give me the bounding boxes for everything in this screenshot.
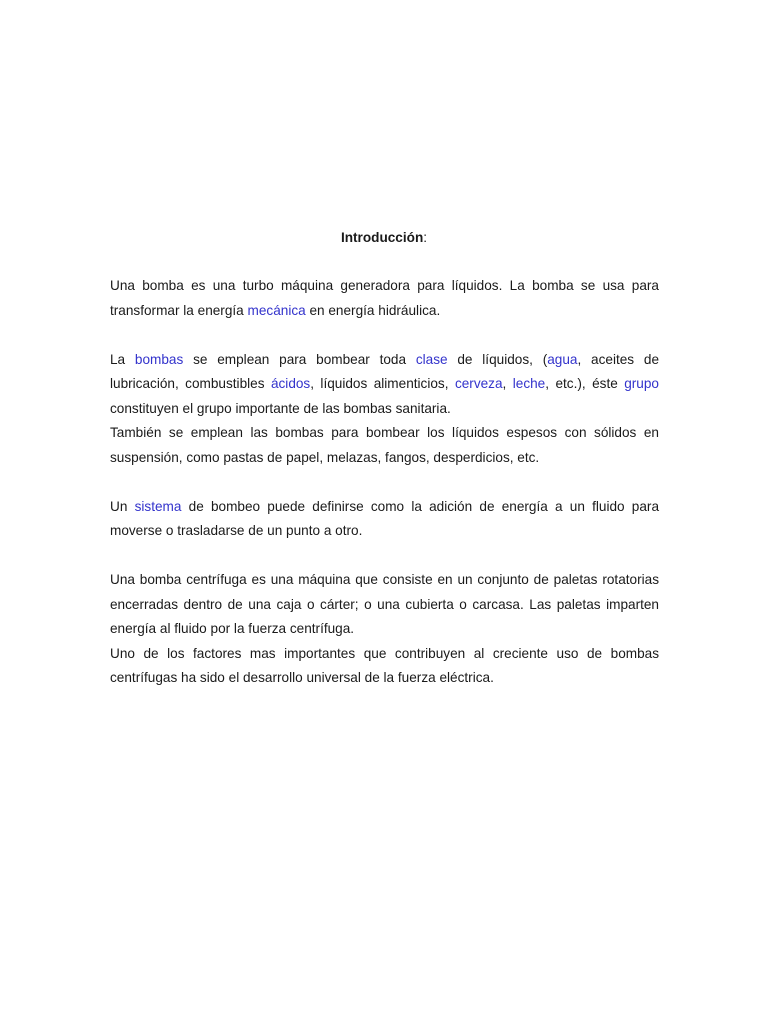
- link-acidos[interactable]: ácidos: [270, 376, 311, 391]
- link-agua[interactable]: agua: [547, 351, 578, 367]
- link-leche[interactable]: leche: [512, 376, 546, 391]
- link-mecanica[interactable]: mecánica: [247, 302, 306, 318]
- paragraph-text: Una bomba es una turbo máquina generadora para líquidos. La bomba se usa para transformar la energía: [110, 278, 659, 318]
- paragraph-text: La: [110, 351, 135, 367]
- paragraph-spacer: [110, 470, 659, 495]
- paragraph-thick-liquids: También se emplean las bombas para bombear los líquidos espesos con sólidos en suspensión, como pastas de papel, melazas, fangos, desperdicios, etc.: [110, 425, 659, 465]
- page-title: [0, 228, 768, 248]
- paragraph-spacer: [110, 323, 659, 348]
- paragraph-text: ,: [502, 376, 513, 391]
- paragraph-text: se emplean para bombear toda: [183, 351, 416, 367]
- paragraph-definition: [110, 274, 659, 323]
- paragraph-uses: [110, 348, 659, 422]
- paragraph-text: , líquidos alimenticios,: [310, 376, 455, 391]
- paragraph-pumping-system: [110, 495, 659, 544]
- paragraph-text: constituyen el grupo importante de las bombas sanitaria.: [110, 400, 451, 416]
- paragraph-text: Un: [110, 498, 135, 514]
- link-clase[interactable]: clase: [415, 351, 448, 367]
- paragraph-factors: Uno de los factores mas importantes que contribuyen al creciente uso de bombas centrífugas ha sido el desarrollo universal de la fuerza eléctrica.: [110, 645, 659, 685]
- link-cerveza[interactable]: cerveza: [454, 376, 503, 391]
- paragraph-text: de bombeo puede definirse como la adición de energía a un fluido para moverse o trasladarse de un punto a otro.: [110, 498, 660, 538]
- paragraph-centrifugal-pump: Una bomba centrífuga es una máquina que consiste en un conjunto de paletas rotatorias encerradas dentro de una caja o cárter; o una cubierta o carcasa. Las paletas imparten energía al fluido por la fuerza centrífuga.: [110, 572, 659, 636]
- paragraph-spacer: [110, 544, 659, 569]
- paragraph-text: en energía hidráulica.: [305, 302, 441, 318]
- link-bombas[interactable]: bombas: [134, 351, 184, 367]
- paragraph-text: de líquidos, (: [447, 351, 548, 367]
- paragraph-text: , etc.), éste: [545, 376, 625, 391]
- link-grupo[interactable]: grupo: [624, 376, 659, 391]
- title-text: Introducción: [340, 230, 424, 245]
- link-sistema[interactable]: sistema: [134, 498, 182, 514]
- paragraph-text: , aceites de lubricación, combustibles: [110, 351, 660, 391]
- title-colon: :: [423, 230, 428, 245]
- document-body: [110, 274, 659, 691]
